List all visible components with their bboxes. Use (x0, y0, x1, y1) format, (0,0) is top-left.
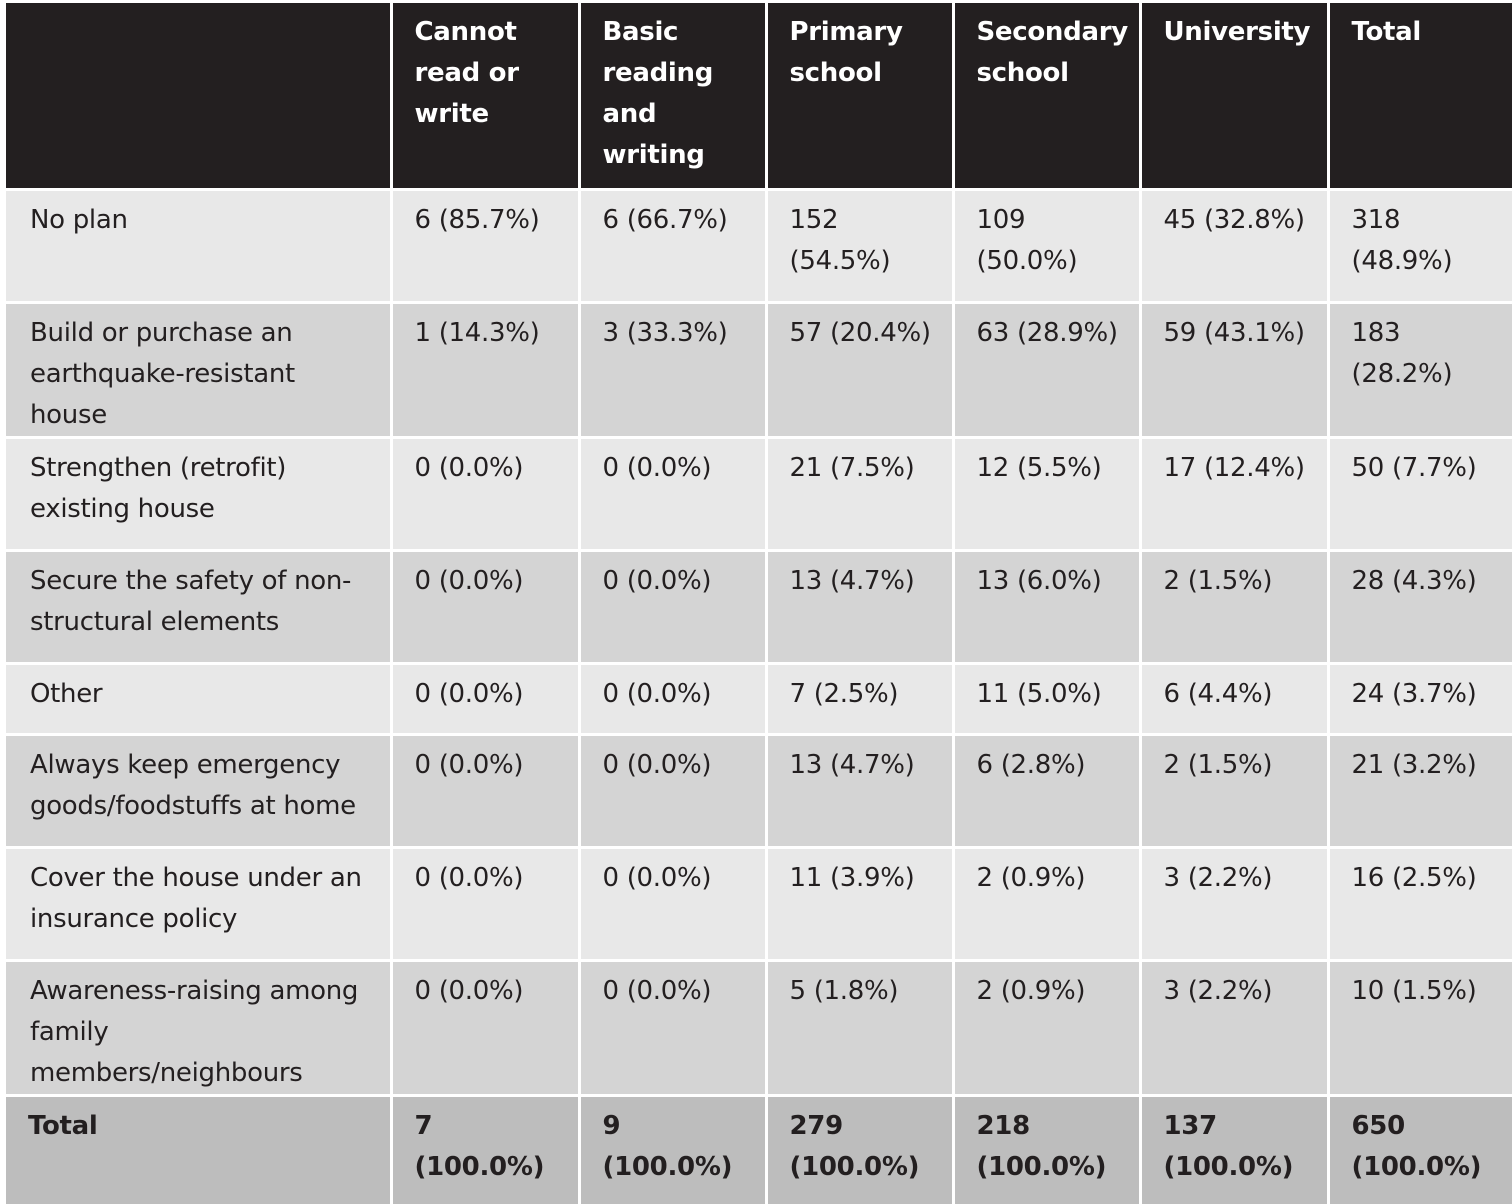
table-cell: 0 (0.0%) (391, 735, 579, 848)
table-cell: 11 (5.0%) (953, 664, 1140, 735)
table-row (6, 735, 1512, 848)
table-cell: 63 (28.9%) (953, 303, 1140, 438)
table-cell: 6 (66.7%) (579, 190, 766, 303)
table-cell: 152 (54.5%) (766, 190, 953, 303)
table-cell: 45 (32.8%) (1140, 190, 1328, 303)
table-cell: 0 (0.0%) (391, 664, 579, 735)
total-cell: 137 (100.0%) (1140, 1096, 1328, 1204)
row-label: No plan (6, 190, 391, 303)
table-cell: 57 (20.4%) (766, 303, 953, 438)
row-label: Build or purchase an earthquake-resistant house (6, 303, 391, 438)
table-cell: 183 (28.2%) (1328, 303, 1512, 438)
table-cell: 6 (85.7%) (391, 190, 579, 303)
table-cell: 12 (5.5%) (953, 438, 1140, 551)
table-row (6, 848, 1512, 961)
table-cell: 0 (0.0%) (579, 551, 766, 664)
header-cell-blank (6, 2, 391, 190)
row-label: Secure the safety of non-structural elements (6, 551, 391, 664)
table-cell: 21 (7.5%) (766, 438, 953, 551)
header-cell-primary-school: Primary school (766, 2, 953, 190)
row-label: Other (6, 664, 391, 735)
table-header (6, 2, 1512, 190)
table-cell: 5 (1.8%) (766, 961, 953, 1096)
row-label: Awareness-raising among family members/neighbours (6, 961, 391, 1096)
total-cell: 9 (100.0%) (579, 1096, 766, 1204)
table-cell: 17 (12.4%) (1140, 438, 1328, 551)
education-plan-table (6, 0, 1512, 1204)
table-cell: 10 (1.5%) (1328, 961, 1512, 1096)
table-cell: 0 (0.0%) (391, 848, 579, 961)
table-cell: 50 (7.7%) (1328, 438, 1512, 551)
table-cell: 21 (3.2%) (1328, 735, 1512, 848)
table-cell: 13 (4.7%) (766, 551, 953, 664)
total-cell: 7 (100.0%) (391, 1096, 579, 1204)
total-row (6, 1096, 1512, 1204)
header-cell-total: Total (1328, 2, 1512, 190)
table-cell: 59 (43.1%) (1140, 303, 1328, 438)
header-row (6, 2, 1512, 190)
total-cell: 650 (100.0%) (1328, 1096, 1512, 1204)
row-label: Cover the house under an insurance policy (6, 848, 391, 961)
table-cell: 3 (2.2%) (1140, 848, 1328, 961)
table-row (6, 961, 1512, 1096)
row-label: Strengthen (retrofit) existing house (6, 438, 391, 551)
table-cell: 2 (0.9%) (953, 961, 1140, 1096)
header-cell-basic-reading: Basic reading and writing (579, 2, 766, 190)
table-cell: 0 (0.0%) (579, 735, 766, 848)
table-row (6, 190, 1512, 303)
table-cell: 3 (2.2%) (1140, 961, 1328, 1096)
table-cell: 2 (0.9%) (953, 848, 1140, 961)
table-cell: 13 (6.0%) (953, 551, 1140, 664)
table-cell: 1 (14.3%) (391, 303, 579, 438)
table-container (6, 0, 1512, 1156)
table-cell: 13 (4.7%) (766, 735, 953, 848)
table-row (6, 664, 1512, 735)
table-cell: 3 (33.3%) (579, 303, 766, 438)
table-cell: 2 (1.5%) (1140, 735, 1328, 848)
table-cell: 6 (2.8%) (953, 735, 1140, 848)
table-cell: 0 (0.0%) (579, 664, 766, 735)
table-cell: 24 (3.7%) (1328, 664, 1512, 735)
table-cell: 0 (0.0%) (391, 961, 579, 1096)
table-cell: 318 (48.9%) (1328, 190, 1512, 303)
table-row (6, 303, 1512, 438)
table-cell: 0 (0.0%) (579, 848, 766, 961)
table-cell: 28 (4.3%) (1328, 551, 1512, 664)
table-row (6, 551, 1512, 664)
total-row-label: Total (6, 1096, 391, 1204)
table-cell: 0 (0.0%) (391, 438, 579, 551)
table-body (6, 190, 1512, 1096)
table-cell: 109 (50.0%) (953, 190, 1140, 303)
header-cell-secondary-school: Secondary school (953, 2, 1140, 190)
header-cell-cannot-read: Cannot read or write (391, 2, 579, 190)
table-cell: 16 (2.5%) (1328, 848, 1512, 961)
table-cell: 0 (0.0%) (391, 551, 579, 664)
table-cell: 7 (2.5%) (766, 664, 953, 735)
header-cell-university: University (1140, 2, 1328, 190)
row-label: Always keep emergency goods/foodstuffs at home (6, 735, 391, 848)
table-cell: 11 (3.9%) (766, 848, 953, 961)
table-row (6, 438, 1512, 551)
table-footer (6, 1096, 1512, 1204)
total-cell: 218 (100.0%) (953, 1096, 1140, 1204)
total-cell: 279 (100.0%) (766, 1096, 953, 1204)
table-cell: 2 (1.5%) (1140, 551, 1328, 664)
table-cell: 0 (0.0%) (579, 961, 766, 1096)
table-cell: 6 (4.4%) (1140, 664, 1328, 735)
table-cell: 0 (0.0%) (579, 438, 766, 551)
